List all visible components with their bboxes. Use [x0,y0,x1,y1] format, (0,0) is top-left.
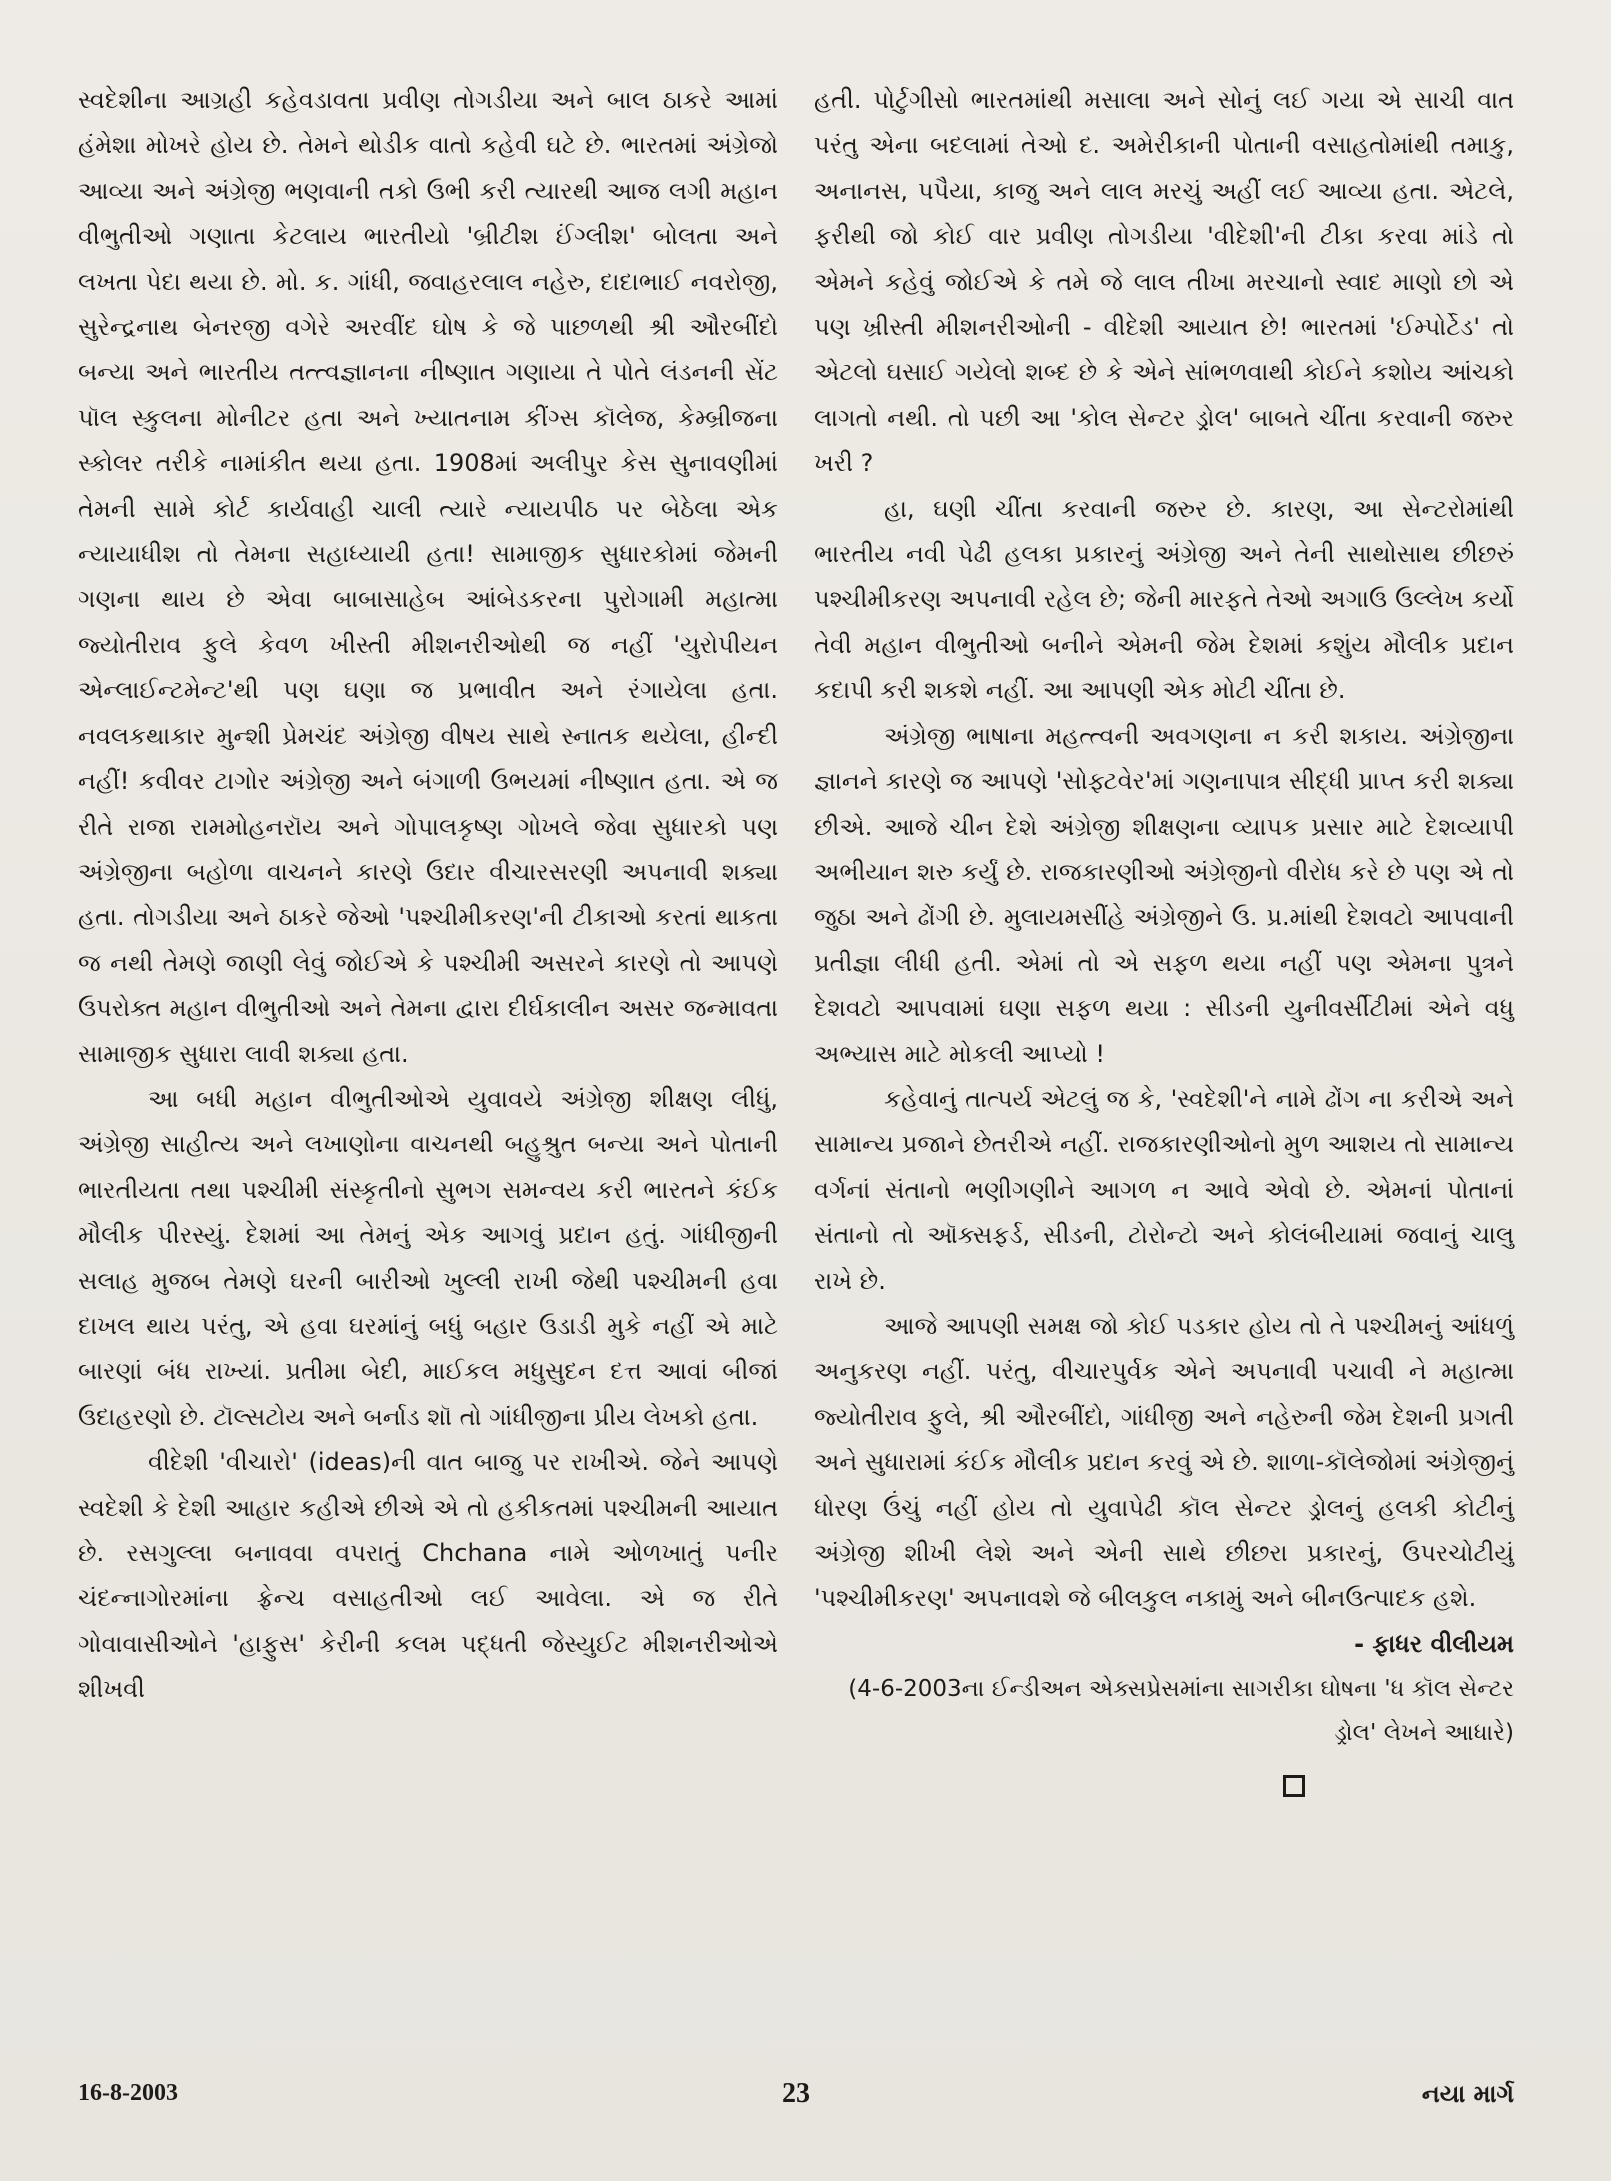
left-column [78,78,778,1713]
magazine-name: નયા માર્ગ [1421,2080,1514,2108]
end-square-icon [1283,1775,1305,1797]
page-footer [78,2080,1514,2120]
paragraph-2: આ બધી મહાન વીભુતીઓએ યુવાવયે અંગ્રેજી શીક્ષણ લીધું, અંગ્રેજી સાહીત્ય અને લખાણોના વાચનથી બહુશ્રુત બન્યા અને પોતાની ભારતીયતા તથા પશ્ચીમી સંસ્કૃતીનો સુભગ સમન્વય કરી ભારતને કંઈક મૌલીક પીરસ્યું. દેશમાં આ તેમનું એક આગવું પ્રદાન હતું. ગાંધીજીની સલાહ મુજબ તેમણે ઘરની બારીઓ ખુલ્લી રાખી જેથી પશ્ચીમની હવા દાખલ થાય પરંતુ, એ હવા ઘરમાંનું બધું બહાર ઉડાડી મુકે નહીં એ માટે બારણાં બંધ રાખ્યાં. પ્રતીમા બેદી, માઈકલ મધુસુદન દત્ત આવાં બીજાં ઉદાહરણો છે. ટૉલ્સટોય અને બર્નાડ શૉ તો ગાંધીજીના પ્રીય લેખકો હતા. [78,1084,778,1431]
paragraph-6: અંગ્રેજી ભાષાના મહત્ત્વની અવગણના ન કરી શકાય. અંગ્રેજીના જ્ઞાનને કારણે જ આપણે 'સોફ્ટવેર'માં ગણનાપાત્ર સીદ્ધી પ્રાપ્ત કરી શક્યા છીએ. આજે ચીન દેશે અંગ્રેજી શીક્ષણના વ્યાપક પ્રસાર માટે દેશવ્યાપી અભીયાન શરુ કર્યું છે. રાજકારણીઓ અંગ્રેજીનો વીરોધ કરે છે પણ એ તો જુઠા અને ઢોંગી છે. મુલાયમસીંહે અંગ્રેજીને ઉ. પ્ર.માંથી દેશવટો આપવાની પ્રતીજ્ઞા લીધી હતી. એમાં તો એ સફળ થયા નહીં પણ એમના પુત્રને દેશવટો આપવામાં ઘણા સફળ થયા : સીડની યુનીવર્સીટીમાં એને વધુ અભ્યાસ માટે મોકલી આપ્યો ! [814,721,1514,1068]
paragraph-1: સ્વદેશીના આગ્રહી કહેવડાવતા પ્રવીણ તોગડીયા અને બાલ ઠાકરે આમાં હંમેશા મોખરે હોય છે. તેમને થોડીક વાતો કહેવી ઘટે છે. ભારતમાં અંગ્રેજો આવ્યા અને અંગ્રેજી ભણવાની તકો ઉભી કરી ત્યારથી આજ લગી મહાન વીભુતીઓ ગણાતા કેટલાય ભારતીયો 'બ્રીટીશ ઈંગ્લીશ' બોલતા અને લખતા પેદા થયા છે. મો. ક. ગાંધી, જવાહરલાલ નહેરુ, દાદાભાઈ નવરોજી, સુરેન્દ્રનાથ બેનરજી વગેરે અરવીંદ ઘોષ કે જે પાછળથી શ્રી ઔરબીંદો બન્યા અને ભારતીય તત્ત્વજ્ઞાનના નીષ્ણાત ગણાયા તે પોતે લંડનની સેંટ પૉલ સ્કુલના મોનીટર હતા અને ખ્યાતનામ કીંગ્સ કૉલેજ, કેમ્બ્રીજના સ્કોલર તરીકે નામાંકીત થયા હતા. 1908માં અલીપુર કેસ સુનાવણીમાં તેમની સામે કોર્ટ કાર્યવાહી ચાલી ત્યારે ન્યાયપીઠ પર બેઠેલા એક ન્યાયાધીશ તો તેમના સહાધ્યાયી હતા! સામાજીક સુધારકોમાં જેમની ગણના થાય છે એવા બાબાસાહેબ આંબેડકરના પુરોગામી મહાત્મા જ્યોતીરાવ ફુલે કેવળ ખીસ્તી મીશનરીઓથી જ નહીં 'યુરોપીયન એન્લાઈન્ટમેન્ટ'થી પણ ઘણા જ પ્રભાવીત અને રંગાયેલા હતા. નવલકથાકાર મુન્શી પ્રેમચંદ અંગ્રેજી વીષય સાથે સ્નાતક થયેલા, હીન્દી નહીં! કવીવર ટાગોર અંગ્રેજી અને બંગાળી ઉભયમાં નીષ્ણાત હતા. એ જ રીતે રાજા રામમોહનરૉય અને ગોપાલકૃષ્ણ ગોખલે જેવા સુધારકો પણ અંગ્રેજીના બહોળા વાચનને કારણે ઉદાર વીચારસરણી અપનાવી શક્યા હતા. તોગડીયા અને ઠાકરે જેઓ 'પશ્ચીમીકરણ'ની ટીકાઓ કરતાં થાકતા જ નથી તેમણે જાણી લેવું જોઈએ કે પશ્ચીમી અસરને કારણે તો આપણે ઉપરોક્ત મહાન વીભુતીઓ અને તેમના દ્વારા દીર્ઘકાલીન અસર જન્માવતા સામાજીક સુધારા લાવી શક્યા હતા. [78,86,778,1068]
paragraph-7: કહેવાનું તાત્પર્ય એટલું જ કે, 'સ્વદેશી'ને નામે ઢોંગ ના કરીએ અને સામાન્ય પ્રજાને છેતરીએ નહીં. રાજકારણીઓનો મુળ આશય તો સામાન્ય વર્ગનાં સંતાનો ભણીગણીને આગળ ન આવે એવો છે. એમનાં પોતાનાં સંતાનો તો ઑક્સફર્ડ, સીડની, ટોરોન્ટો અને કોલંબીયામાં જવાનું ચાલુ રાખે છે. [814,1084,1514,1295]
paragraph-5: હા, ઘણી ચીંતા કરવાની જરુર છે. કારણ, આ સેન્ટરોમાંથી ભારતીય નવી પેઢી હલકા પ્રકારનું અંગ્રેજી અને તેની સાથોસાથ છીછરું પશ્ચીમીકરણ અપનાવી રહેલ છે; જેની મારફતે તેઓ અગાઉ ઉલ્લેખ કર્યો તેવી મહાન વીભુતીઓ બનીને એમની જેમ દેશમાં કશુંય મૌલીક પ્રદાન કદાપી કરી શકશે નહીં. આ આપણી એક મોટી ચીંતા છે. [814,494,1514,705]
issue-date: 16-8-2003 [78,2080,178,2106]
paragraph-4: હતી. પોર્ટુગીસો ભારતમાંથી મસાલા અને સોનું લઈ ગયા એ સાચી વાત પરંતુ એના બદલામાં તેઓ દ. અમેરીકાની પોતાની વસાહતોમાંથી તમાકુ, અનાનસ, પપૈયા, કાજુ અને લાલ મરચું અહીં લઈ આવ્યા હતા. એટલે, ફરીથી જો કોઈ વાર પ્રવીણ તોગડીયા 'વીદેશી'ની ટીકા કરવા માંડે તો એમને કહેવું જોઈએ કે તમે જે લાલ તીખા મરચાનો સ્વાદ માણો છો એ પણ ખ્રીસ્તી મીશનરીઓની - વીદેશી આયાત છે! ભારતમાં 'ઈમ્પોર્ટેડ' તો એટલો ઘસાઈ ગયેલો શબ્દ છે કે એને સાંભળવાથી કોઈને કશોય આંચકો લાગતો નથી. તો પછી આ 'કોલ સેન્ટર ડ્રોલ' બાબતે ચીંતા કરવાની જરુર ખરી ? [814,86,1514,478]
author-signature: - ફાધર વીલીયમ [1354,1629,1514,1658]
right-column [814,78,1514,1797]
paragraph-8: આજે આપણી સમક્ષ જો કોઈ પડકાર હોય તો તે પશ્ચીમનું આંધળું અનુકરણ નહીં. પરંતુ, વીચારપુર્વક એને અપનાવી પચાવી ને મહાત્મા જ્યોતીરાવ ફુલે, શ્રી ઔરબીંદો, ગાંધીજી અને નહેરુની જેમ દેશની પ્રગતી અને સુધારામાં કંઈક મૌલીક પ્રદાન કરવું એ છે. શાળા-કૉલેજોમાં અંગ્રેજીનું ધોરણ ઉંચું નહીં હોય તો યુવાપેઢી કૉલ સેન્ટર ડ્રોલનું હલકી કોટીનું અંગ્રેજી શીખી લેશે અને એની સાથે છીછરા પ્રકારનું, ઉપરચોટીયું 'પશ્ચીમીકરણ' અપનાવશે જે બીલકુલ નકામું અને બીનઉત્પાદક હશે. [814,1311,1514,1613]
source-note: (4-6-2003ના ઈન્ડીઅન એક્સપ્રેસમાંના સાગરીકા ઘોષના 'ધ કૉલ સેન્ટર ડ્રોલ' લેખને આધારે) [848,1676,1514,1747]
paragraph-3: વીદેશી 'વીચારો' (ideas)ની વાત બાજુ પર રાખીએ. જેને આપણે સ્વદેશી કે દેશી આહાર કહીએ છીએ એ તો હકીકતમાં પશ્ચીમની આયાત છે. રસગુલ્લા બનાવવા વપરાતું Chchana નામે ઓળખાતું પનીર ચંદન્નાગોરમાંના ફ્રેન્ચ વસાહતીઓ લઈ આવેલા. એ જ રીતે ગોવાવાસીઓને 'હાફુસ' કેરીની કલમ પદ્ધતી જેસ્યુઈટ મીશનરીઓએ શીખવી [78,1448,778,1704]
page-number: 23 [782,2078,810,2109]
